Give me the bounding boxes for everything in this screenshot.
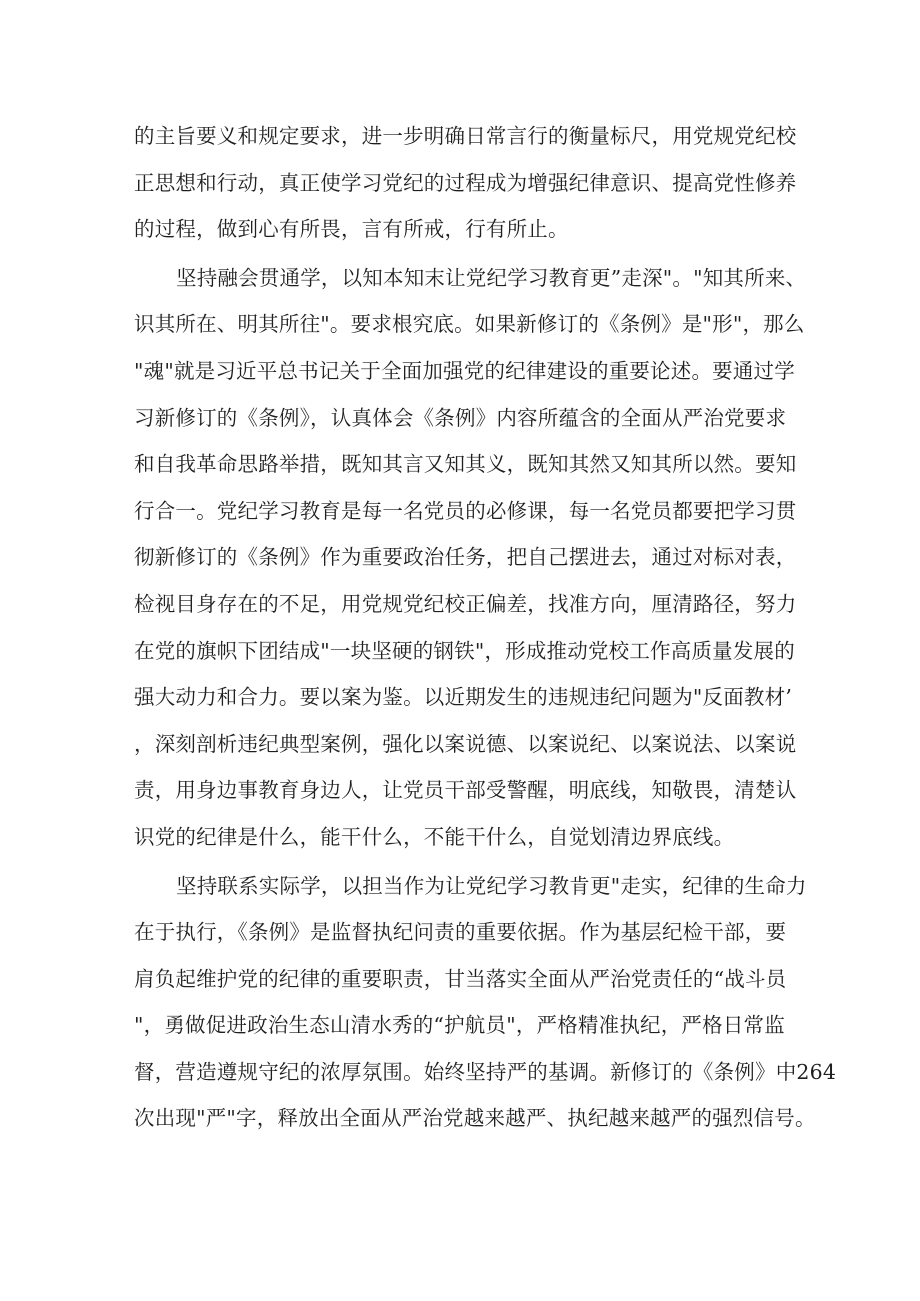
text-line: "，勇做促进政治生态山清水秀的“护航员"，严格精准执纪，严格日常监 <box>134 1013 785 1038</box>
paragraph-2 <box>134 255 807 861</box>
text-line: 正思想和行动，真正使学习党纪的过程成为增强纪律意识、提高党性修养 <box>134 170 797 195</box>
text-line: 在于执行，《条例》是监督执纪问责的重要依据。作为基层纪检干部，要 <box>134 920 787 945</box>
text-line: 次出现"严"字，释放出全面从严治党越来越严、执纪越来越严的强烈信号。 <box>134 1106 816 1131</box>
text-line: 强大动力和合力。要以案为鉴。以近期发生的违规违纪问题为"反面教材’ <box>134 685 793 710</box>
text-line: 肩负起维护党的纪律的重要职责，甘当落实全面从严治党责任的“战斗员 <box>134 966 787 991</box>
paragraph-3 <box>134 863 837 1143</box>
text-line: ，深刻剖析违纪典型案例，强化以案说德、以案说纪、以案说法、以案说 <box>134 731 797 756</box>
text-line: 行合一。党纪学习教育是每一名党员的必修课，每一名党员都要把学习贯 <box>134 498 797 523</box>
text-line: 的主旨要义和规定要求，进一步明确日常言行的衡量标尺，用党规党纪校 <box>134 124 797 148</box>
text-line: 习新修订的《条例》，认真体会《条例》内容所蕴含的全面从严治党要求 <box>134 405 787 430</box>
text-line: 的过程，做到心有所畏，言有所戒，行有所止。 <box>134 217 569 242</box>
text-line: "魂"就是习近平总书记关于全面加强党的纪律建设的重要论述。要通过学 <box>134 358 795 383</box>
text-line: 和自我革命思路举措，既知其言又知其义，既知其然又知其所以然。要知 <box>134 452 797 477</box>
text-line: 责，用身边事教育身边人，让党员干部受警醒，明底线，知敬畏，清楚认 <box>134 778 797 803</box>
text-line: 督，营造遵规守纪的浓厚氛围。始终坚持严的基调。新修订的《条例》中264 <box>134 1059 837 1084</box>
text-line: 坚持融会贯通学，以知本知末让党纪学习教育更”走深"。"知其所来、 <box>176 265 807 290</box>
text-line: 识其所在、明其所往"。要求根究底。如果新修订的《条例》是"形"，那么 <box>134 312 805 337</box>
document-body <box>134 113 837 1142</box>
text-line: 彻新修订的《条例》作为重要政治任务，把自己摆进去，通过对标对表， <box>134 545 797 570</box>
text-line: 识党的纪律是什么，能干什么，不能干什么，自觉划清边界底线。 <box>134 824 735 849</box>
text-line: 在党的旗帜下团结成"一块坚硬的钢铁"，形成推动党校工作高质量发展的 <box>134 638 795 663</box>
text-line: 检视目身存在的不足，用党规党纪校正偏差，找准方向，厘清路径，努力 <box>134 591 797 616</box>
paragraph-1 <box>134 113 797 253</box>
text-line: 坚持联系实际学，以担当作为让党纪学习教肯更"走实，纪律的生命力 <box>176 873 807 898</box>
